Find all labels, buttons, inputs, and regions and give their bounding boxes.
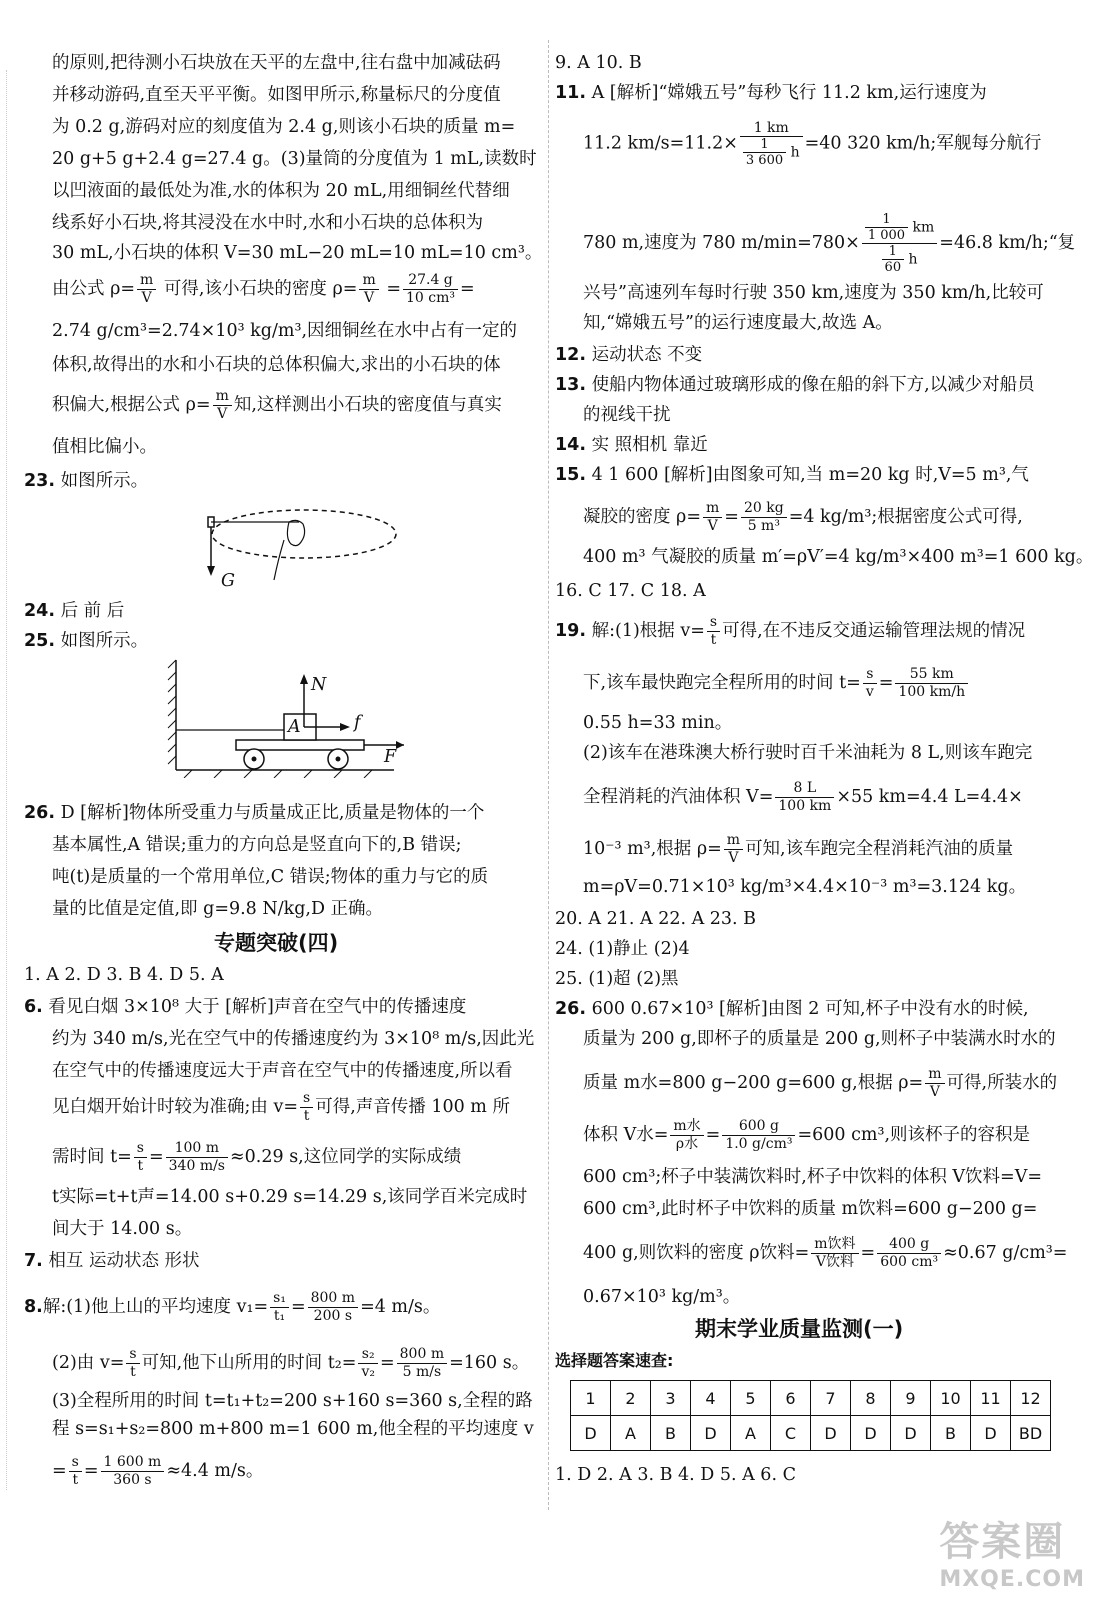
answer-table <box>570 1380 1051 1451</box>
section-heading: 专题突破(四) <box>214 931 339 955</box>
text-line: 30 mL,小石块的体积 V=30 mL−20 mL=10 mL=10 cm³。 <box>52 243 543 263</box>
table-cell-number: 9 <box>891 1381 931 1416</box>
text-line: 凝胶的密度 ρ= $\frac{m}{V}$ = $\frac{20 kg}{\text{5 m³}}$ =4 kg/m³;根据密度公式可得, <box>583 500 1023 534</box>
table-cell-number: 1 <box>571 1381 611 1416</box>
density-formula-line: 由公式 ρ= $\frac{m}{V}$ 可得,该小石块的密度 ρ= $\frac{m}{V}$ = $\frac{27.4 g}{\text{10 cm³}}$ = <box>52 272 475 306</box>
table-cell-answer: D <box>691 1416 731 1451</box>
table-row <box>571 1381 1051 1416</box>
text-line: 为 0.2 g,游码对应的刻度值为 2.4 g,则该小石块的质量 m= <box>52 117 516 137</box>
text-line: 基本属性,A 错误;重力的方向总是竖直向下的,B 错误; <box>52 835 462 855</box>
table-cell-answer: A <box>731 1416 771 1451</box>
text-line: 间大于 14.00 s。 <box>52 1219 193 1239</box>
text-line: = $\frac{s}{t}$ = $\frac{1 600 m}{360 s}$ ≈4.4 m/s。 <box>52 1454 264 1488</box>
question-8: 8.解:(1)他上山的平均速度 v₁= $\frac{\text{s₁}}{\text{t₁}}$ = $\frac{800 m}{200 s}$ =4 m/s。 <box>24 1290 441 1324</box>
text-line: 吨(t)是质量的一个常用单位,C 错误;物体的重力与它的质 <box>52 867 489 887</box>
text-line: 在空气中的传播速度远大于声音在空气中的传播速度,所以看 <box>52 1061 513 1081</box>
label-N: N <box>311 675 327 695</box>
question-23: 23. 如图所示。 <box>24 471 149 491</box>
mc-answers: 1. A 2. D 3. B 4. D 5. A <box>24 965 224 985</box>
table-cell-number: 3 <box>651 1381 691 1416</box>
text-line: 10⁻³ m³,根据 ρ= $\frac{m}{V}$ 可知,该车跑完全程消耗汽油的质量 <box>583 832 1014 866</box>
hand <box>287 520 304 545</box>
question-11: 11. A [解析]“嫦娥五号”每秒飞行 11.2 km,运行速度为 <box>555 83 987 103</box>
text-line: 以凹液面的最低处为准,水的体积为 20 mL,用细铜丝代替细 <box>52 181 510 201</box>
text-line: 2.74 g/cm³=2.74×10³ kg/m³,因细铜丝在水中占有一定的 <box>52 321 518 341</box>
text-line: 0.55 h=33 min。 <box>583 713 733 733</box>
table-row <box>571 1416 1051 1451</box>
text-line: 并移动游码,直至天平平衡。如图甲所示,称量标尺的分度值 <box>52 85 501 105</box>
text-line: 约为 340 m/s,光在空气中的传播速度约为 3×10⁸ m/s,因此光 <box>52 1029 535 1049</box>
table-cell-number: 10 <box>931 1381 971 1416</box>
table-cell-answer: C <box>771 1416 811 1451</box>
question-24: 24. 后 前 后 <box>24 601 125 621</box>
text-line: 质量为 200 g,即杯子的质量是 200 g,则杯子中装满水时水的 <box>583 1029 1056 1049</box>
table-cell-answer: B <box>651 1416 691 1451</box>
question-13: 13. 使船内物体通过玻璃形成的像在船的斜下方,以减少对船员 <box>555 375 1035 395</box>
text-line: 600 cm³,此时杯子中饮料的质量 m饮料=600 g−200 g= <box>583 1199 1038 1219</box>
section-heading: 期末学业质量监测(一) <box>695 1317 904 1341</box>
question-24: 24. (1)静止 (2)4 <box>555 939 690 959</box>
text-line: t实际=t+t声=14.00 s+0.29 s=14.29 s,该同学百米完成时 <box>52 1187 528 1207</box>
table-cell-answer: B <box>931 1416 971 1451</box>
text-line: 的原则,把待测小石块放在天平的左盘中,往右盘中加减砝码 <box>52 53 501 73</box>
table-cell-number: 11 <box>971 1381 1011 1416</box>
table-cell-answer: A <box>611 1416 651 1451</box>
question-15: 15. 4 1 600 [解析]由图象可知,当 m=20 kg 时,V=5 m³,气 <box>555 465 1029 485</box>
question-12: 12. 运动状态 不变 <box>555 345 703 365</box>
text-line: 线系好小石块,将其浸没在水中时,水和小石块的总体积为 <box>52 213 484 233</box>
table-cell-number: 4 <box>691 1381 731 1416</box>
table-cell-number: 2 <box>611 1381 651 1416</box>
question-26: 26. D [解析]物体所受重力与质量成正比,质量是物体的一个 <box>24 803 485 823</box>
table-cell-answer: BD <box>1011 1416 1051 1451</box>
text-line: 400 g,则饮料的密度 ρ饮料= $\frac{\text{m饮料}}{\text{V饮料}}$ = $\frac{400 g}{\text{600 cm³}}$ ≈0.67 g/cm³= <box>583 1236 1068 1270</box>
table-cell-answer: D <box>811 1416 851 1451</box>
question-25: 25. (1)超 (2)黑 <box>555 969 679 989</box>
table-cell-number: 7 <box>811 1381 851 1416</box>
text-line: 11.2 km/s=11.2× 1 km $\frac{1}{3 600}$ h =40 320 km/h;军舰每分航行 <box>583 120 1042 168</box>
text-line: m=ρV=0.71×10³ kg/m³×4.4×10⁻³ m³=3.124 kg。 <box>583 877 1027 897</box>
watermark-url: MXQE.COM <box>939 1567 1085 1592</box>
mc-answers: 16. C 17. C 18. A <box>555 581 706 601</box>
text-line: 知,“嫦娥五号”的运行速度最大,故选 A。 <box>583 313 893 333</box>
table-cell-answer: D <box>851 1416 891 1451</box>
text-line: 全程消耗的汽油体积 V= $\frac{8 L}{100 km}$ ×55 km=4.4 L=4.4× <box>583 780 1023 814</box>
text-line: 兴号”高速列车每时行驶 350 km,速度为 350 km/h,比较可 <box>583 283 1044 303</box>
text-line: 程 s=s₁+s₂=800 m+800 m=1 600 m,他全程的平均速度 v <box>52 1419 534 1439</box>
text-line: 的视线干扰 <box>583 405 671 425</box>
text-line: (2)由 v= $\frac{s}{t}$ 可知,他下山所用的时间 t₂= $\frac{\text{s₂}}{\text{v₂}}$ = $\frac{800 m}{5 m/s}$ =160 s。 <box>52 1346 530 1380</box>
text-line: 值相比偏小。 <box>52 437 157 457</box>
q25-diagram <box>164 658 404 778</box>
text-line: (2)该车在港珠澳大桥行驶时百千米油耗为 8 L,则该车跑完 <box>583 743 1033 763</box>
table-cell-number: 6 <box>771 1381 811 1416</box>
question-25: 25. 如图所示。 <box>24 631 149 651</box>
mc-answers: 20. A 21. A 22. A 23. B <box>555 909 757 929</box>
text-line: 下,该车最快跑完全程所用的时间 t= $\frac{s}{v}$ = $\frac{55 km}{100 km/h}$ <box>583 666 970 701</box>
table-cell-answer: D <box>571 1416 611 1451</box>
text-line: 0.67×10³ kg/m³。 <box>583 1287 741 1307</box>
text-line: 需时间 t= $\frac{s}{t}$ = $\frac{100 m}{340 m/s}$ ≈0.29 s,这位同学的实际成绩 <box>52 1140 462 1174</box>
label-G: G <box>221 571 235 591</box>
quick-check-label: 选择题答案速查: <box>555 1351 674 1370</box>
text-line: 见白烟开始计时较为准确;由 v= $\frac{s}{t}$ 可得,声音传播 100 m 所 <box>52 1090 510 1124</box>
label-f: f <box>354 713 361 733</box>
text-line: 600 cm³;杯子中装满饮料时,杯子中饮料的体积 V饮料=V= <box>583 1167 1042 1187</box>
text-line: 20 g+5 g+2.4 g=27.4 g。(3)量筒的分度值为 1 mL,读数时 <box>52 149 537 169</box>
question-6: 6. 看见白烟 3×10⁸ 大于 [解析]声音在空气中的传播速度 <box>24 997 467 1017</box>
text-line: 780 m,速度为 780 m/min=780× $\frac{1}{1 000}$ km $\frac{1}{60}$ h =46.8 km/h;“复 <box>583 212 1076 275</box>
table-cell-answer: D <box>891 1416 931 1451</box>
table-cell-number: 5 <box>731 1381 771 1416</box>
question-26: 26. 600 0.67×10³ [解析]由图 2 可知,杯子中没有水的时候, <box>555 999 1029 1019</box>
text-line: 量的比值是定值,即 g=9.8 N/kg,D 正确。 <box>52 899 384 919</box>
text-line: 质量 m水=800 g−200 g=600 g,根据 ρ= $\frac{m}{V}$ 可得,所装水的 <box>583 1066 1058 1100</box>
text-line: (3)全程所用的时间 t=t₁+t₂=200 s+160 s=360 s,全程的路 <box>52 1391 533 1411</box>
label-F: F <box>384 747 397 767</box>
table-cell-number: 8 <box>851 1381 891 1416</box>
text-line: 体积 V水= $\frac{\text{m水}}{\text{ρ水}}$ = $\frac{600 g}{\text{1.0 g/cm³}}$ =600 cm³,则该杯子的容积是 <box>583 1118 1031 1152</box>
text-line: 积偏大,根据公式 ρ= $\frac{m}{V}$ 知,这样测出小石块的密度值与真实 <box>52 388 502 422</box>
column-divider <box>548 40 549 1510</box>
mc-answers: 9. A 10. B <box>555 53 642 73</box>
table-cell-number: 12 <box>1011 1381 1051 1416</box>
watermark <box>939 1510 1085 1592</box>
question-19: 19. 解:(1)根据 v= $\frac{s}{t}$ 可得,在不违反交通运输管理法规的情况 <box>555 614 1026 648</box>
table-cell-answer: D <box>971 1416 1011 1451</box>
watermark-logo: 答案圈 <box>939 1519 1066 1565</box>
mc-answers: 1. D 2. A 3. B 4. D 5. A 6. C <box>555 1465 796 1485</box>
page-margin-line <box>6 70 7 1490</box>
text-line: 400 m³ 气凝胶的质量 m′=ρV′=4 kg/m³×400 m³=1 600 kg。 <box>583 547 1094 567</box>
label-A: A <box>288 717 301 737</box>
question-14: 14. 实 照相机 靠近 <box>555 435 708 455</box>
text-line: 体积,故得出的水和小石块的总体积偏大,求出的小石块的体 <box>52 355 501 375</box>
question-7: 7. 相互 运动状态 形状 <box>24 1251 200 1271</box>
